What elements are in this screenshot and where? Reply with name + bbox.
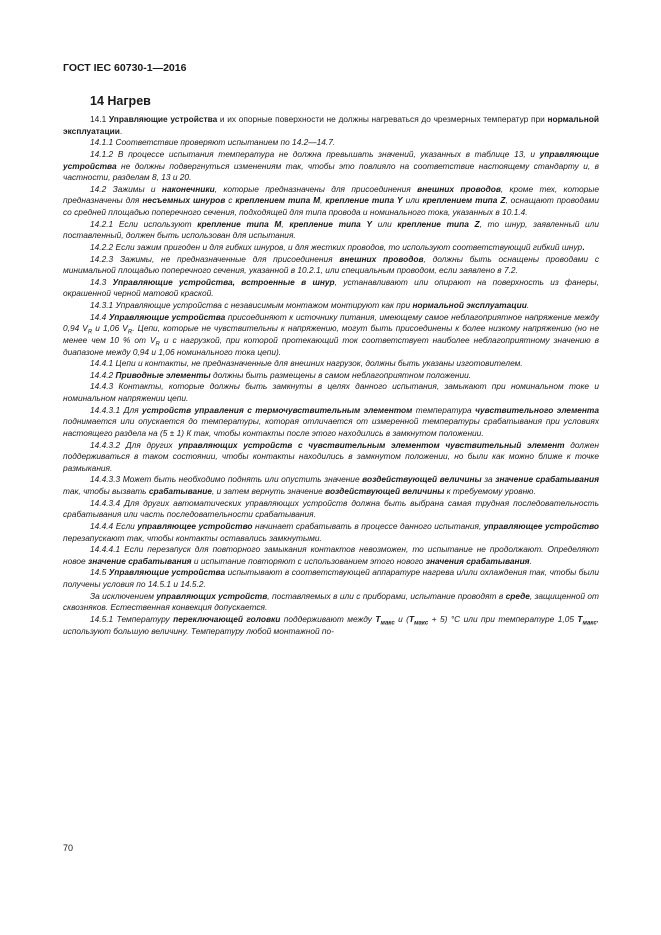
text-run: T — [408, 613, 415, 624]
text-run: за — [481, 474, 496, 485]
text-run: внешних проводов — [417, 183, 501, 194]
section-title: 14 Нагрев — [90, 94, 151, 108]
text-run: и ( — [394, 613, 409, 624]
text-run: За исключением — [90, 590, 157, 601]
text-run: переключающей головки — [173, 613, 281, 624]
text-run: 14.2.3 Зажимы, не предназначенные для присоединения — [90, 253, 340, 264]
text-run: 14.4.3.1 Для — [90, 404, 143, 415]
text-run: , кроме тех, которые предназначены для — [63, 183, 599, 206]
paragraph — [63, 114, 599, 137]
text-run: 14.4.4 Если — [90, 520, 138, 531]
text-run: 14.2.2 Если зажим пригоден и для гибких шнуров, и для жестких проводов, то используют соответствующий гибкий шнур — [90, 241, 583, 252]
text-run: , должны быть оснащены проводами с минимальной площадью поперечного сечения, указанной в 10.2.1, или специальным проводом, если заявлено в 7.2. — [63, 253, 599, 276]
text-run: , — [320, 195, 326, 206]
text-run: , и затем вернуть значение — [211, 486, 326, 496]
paragraph — [63, 544, 599, 567]
text-run: должны быть размещены в самом неблагоприятном положении. — [210, 369, 472, 380]
text-run: , которые предназначены для присоединения — [214, 183, 418, 194]
paragraph — [63, 567, 599, 590]
text-run: Управляющие устройства — [108, 567, 226, 578]
text-run: поднимается или опускается до температуры, которая отличается от измеренной температуры срабатывания при условиях настоящего раздела на (5 ± 1) К так, чтобы контакты после этого находились в замкнутом положении. — [63, 416, 599, 438]
text-run: , используют большую величину. Температуру любой монтажной по- — [63, 613, 600, 636]
text-run: значение срабатывания — [88, 555, 192, 566]
text-run: 14.1.2 В процессе испытания температура не должна превышать значений, указанных в таблице 13, и — [90, 148, 540, 159]
text-run: температура — [412, 404, 476, 415]
text-run: , оснащают проводами со средней площадью поперечного сечения, подходящей для типа провода и номинального тока, указанных в 10.1.4. — [63, 195, 600, 217]
paragraph — [63, 300, 599, 312]
text-run: , устанавливают или опирают на поверхность из фанеры, окрашенной черной матовой краской. — [63, 276, 599, 299]
text-run: 14.3.1 Управляющие устройства с независимым монтажом монтируют как при — [90, 300, 413, 310]
text-run: воздействующей величины — [325, 486, 445, 496]
text-run: креплением типа Z — [422, 195, 506, 206]
text-run: 14.4.2 — [90, 369, 116, 380]
text-run: не должны подвергнуться изменениям так, чтобы это повлияло на соответствие настоящему стандарту и, в частности, разделам 8, 13 и 20. — [63, 160, 599, 183]
text-run: R — [127, 329, 133, 336]
paragraph — [63, 370, 599, 382]
text-run: макс — [582, 620, 597, 627]
text-run: . — [529, 555, 532, 566]
paragraph — [63, 312, 599, 359]
text-run: и 1,06 V — [92, 323, 128, 334]
text-run: крепление типа М — [197, 218, 282, 229]
text-run: должен поддерживаться в таком состоянии, чтобы контакты находились в замкнутом положении, но были как можно ближе к точке размыкания. — [63, 439, 599, 473]
text-run: управляющих устройств с чувствительным элементом чувствительный элемент — [178, 439, 565, 450]
paragraph — [63, 614, 599, 637]
text-run: 14.2 Зажимы и — [90, 183, 162, 194]
paragraph — [63, 498, 599, 521]
paragraph — [63, 405, 599, 440]
text-run: 14.4.3.4 Для других автоматических управляющих устройств должна быть выбрана самая трудная последовательность срабатывания или часть последовательности срабатывания. — [63, 497, 599, 520]
text-run: крепление типа Y — [289, 218, 373, 229]
paragraph — [63, 381, 599, 404]
text-run: значения срабатывания — [425, 555, 530, 566]
text-run: перезапускают так, чтобы контакты оставались замкнутыми. — [63, 532, 322, 543]
paragraph — [63, 242, 599, 254]
text-run: воздействующей величины — [362, 474, 482, 485]
text-run: внешних проводов — [339, 253, 424, 264]
text-run: управляющие устройства — [63, 148, 599, 171]
text-run: среде — [505, 590, 530, 601]
text-run: . — [582, 241, 585, 252]
paragraph — [63, 440, 599, 475]
text-run: T — [375, 613, 381, 624]
text-run: устройств управления с термочувствительным элементом — [142, 404, 413, 415]
text-run: , поставляемых в или с приборами, испытание проводят в — [267, 590, 506, 601]
paragraph — [63, 358, 599, 370]
text-run: 14.1 — [90, 114, 109, 124]
text-run: управляющее устройство — [483, 520, 599, 531]
section-body — [63, 114, 599, 637]
text-run: + 5) °С или при температуре 1,05 — [428, 613, 578, 624]
paragraph — [63, 277, 599, 300]
text-run: так, чтобы вызвать — [63, 486, 149, 496]
paragraph — [63, 219, 599, 242]
text-run: , защищенной от сквозняков. Естественная конвекция допускается. — [63, 590, 599, 613]
text-run: 14.2.1 Если используют — [90, 218, 198, 229]
text-run: к требуемому уровню. — [444, 486, 536, 496]
text-run: . — [119, 125, 123, 136]
text-run: 14.4 — [90, 311, 109, 322]
paragraph — [63, 184, 599, 219]
text-run: 14.4.3 Контакты, которые должны быть замкнуты в целях данного испытания, замыкают при номинальном токе и номинальном напряжении цепи. — [63, 381, 599, 403]
document-header: ГОСТ IEC 60730-1—2016 — [63, 62, 187, 74]
text-run: нормальной эксплуатации — [63, 114, 599, 136]
text-run: нормальной эксплуатации — [412, 300, 527, 310]
text-run: крепление типа Z — [397, 218, 480, 229]
paragraph — [63, 254, 599, 277]
text-run: с — [225, 195, 236, 206]
text-run: 14.1.1 Соответствие проверяют испытанием по 14.2—14.7. — [90, 137, 336, 148]
text-run: или — [402, 195, 423, 206]
text-run: Управляющие устройства — [108, 114, 218, 124]
page-number: 70 — [63, 843, 74, 853]
text-run: и испытание повторяют с использованием этого нового — [191, 555, 426, 566]
text-run: несъемных шнуров — [142, 195, 226, 206]
text-run: начинает срабатывать в процессе данного испытания, — [252, 520, 484, 531]
paragraph — [63, 521, 599, 544]
text-run: Приводные элементы — [115, 369, 211, 380]
text-run: и с нагрузкой, при которой протекающий ток соответствует наиболее неблагоприятному значению в диапазоне между 0,94 и 1,06 номинального тока цепи). — [63, 334, 599, 357]
text-run: срабатывание — [148, 486, 212, 496]
text-run: 14.4.3.3 Может быть необходимо поднять или опустить значение — [90, 474, 363, 485]
text-run: наконечники — [161, 183, 215, 194]
text-run: присоединяют к источнику питания, имеющему самое неблагоприятное напряжение между 0,94 V — [63, 311, 599, 334]
text-run: чувствительного элемента — [475, 404, 599, 415]
text-run: , то шнур, заявленный или поставленный, должен быть использован для испытания. — [63, 218, 600, 241]
text-run: управляющих устройств — [156, 590, 268, 601]
text-run: . — [526, 300, 530, 310]
text-run: 14.4.1 Цепи и контакты, не предназначенные для внешних нагрузок, должны быть указаны изготовителем. — [90, 358, 523, 369]
text-run: или — [372, 218, 398, 229]
text-run: макс — [414, 620, 429, 627]
text-run: R — [155, 341, 160, 348]
paragraph — [63, 149, 599, 184]
text-run: R — [87, 329, 93, 336]
text-run: 14.3 — [90, 276, 113, 287]
text-run: креплением типа М — [235, 195, 321, 206]
text-run: 14.5.1 Температуру — [90, 613, 174, 624]
text-run: крепление типа Y — [325, 195, 403, 206]
text-run: T — [577, 613, 583, 624]
text-run: Управляющие устройства — [108, 311, 226, 322]
paragraph — [63, 591, 599, 614]
text-run: 14.4.4.1 Если перезапуск для повторного замыкания контактов невозможен, то испытание не продолжают. Определяют новое — [63, 544, 599, 566]
text-run: . Цепи, которые не чувствительны к напряжению, могут быть присоединены к более низкому напряжению (но не менее чем 10 % от V — [63, 323, 600, 345]
text-run: и их опорные поверхности не должны нагреваться до чрезмерных температур при — [217, 114, 548, 124]
text-run: значение срабатывания — [495, 474, 599, 485]
text-run: макс — [380, 620, 395, 627]
text-run: 14.5 — [90, 567, 109, 578]
text-run: 14.4.3.2 Для других — [90, 439, 179, 450]
text-run: испытывают в соответствующей аппаратуре нагрева и/или охлаждения так, чтобы были получены условия по 14.5.1 и 14.5.2. — [63, 567, 599, 589]
paragraph — [63, 474, 599, 497]
paragraph — [63, 137, 599, 149]
text-run: , — [281, 218, 290, 229]
text-run: поддерживают между — [280, 613, 376, 624]
text-run: Управляющие устройства, встроенные в шнур — [112, 276, 335, 287]
text-run: управляющее устройство — [137, 520, 253, 531]
